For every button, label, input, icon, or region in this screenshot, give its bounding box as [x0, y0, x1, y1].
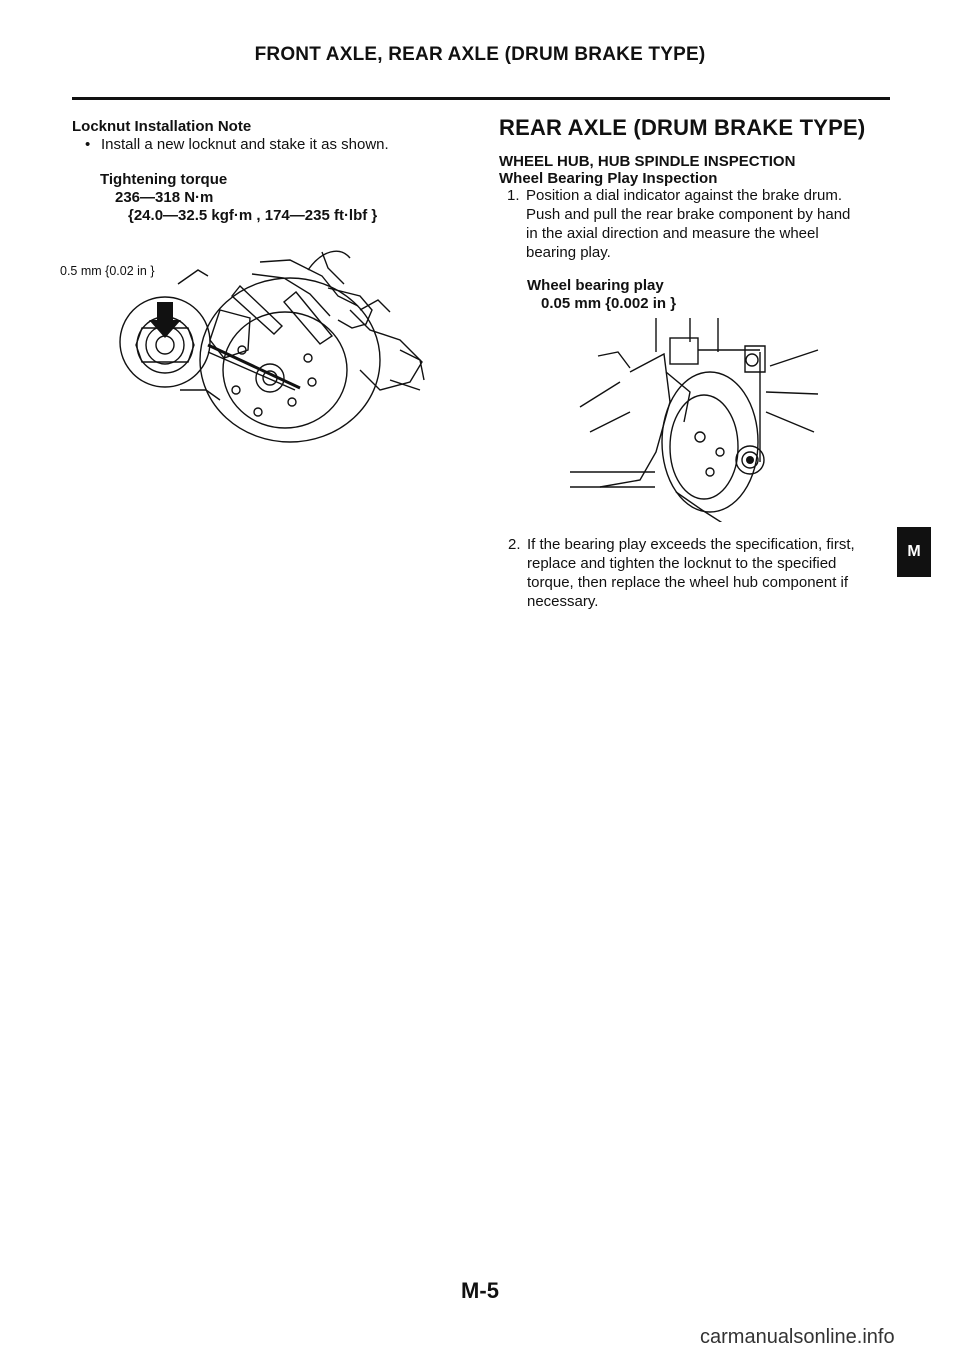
spec-value: 0.05 mm {0.002 in }: [541, 295, 677, 312]
torque-value-nm: 236—318 N·m: [115, 189, 214, 206]
step1-line-4: bearing play.: [526, 244, 611, 261]
step2-number: 2.: [508, 536, 521, 553]
step2-line-4: necessary.: [527, 593, 599, 610]
spec-label: Wheel bearing play: [527, 277, 664, 294]
section-tab: M: [897, 527, 931, 577]
subsubheading: Wheel Bearing Play Inspection: [499, 170, 718, 187]
bullet-text: Install a new locknut and stake it as shown.: [101, 136, 389, 153]
step2-line-1: If the bearing play exceeds the specification, first,: [527, 536, 855, 553]
stake-arrow-icon: [149, 302, 181, 338]
brake-drum-illustration: [60, 240, 440, 500]
step1-line-2: Push and pull the rear brake component by hand: [526, 206, 851, 223]
bullet-icon: •: [85, 136, 91, 153]
locknut-installation-heading: Locknut Installation Note: [72, 118, 252, 135]
step2-line-2: replace and tighten the locknut to the specified: [527, 555, 837, 572]
watermark: carmanualsonline.info: [700, 1326, 895, 1348]
step1-line-3: in the axial direction and measure the wheel: [526, 225, 819, 242]
figure-callout-label: 0.5 mm {0.02 in }: [60, 264, 155, 278]
step1-line-1: Position a dial indicator against the brake drum.: [526, 187, 843, 204]
dial-indicator-figure: [560, 312, 830, 522]
header-title: FRONT AXLE, REAR AXLE (DRUM BRAKE TYPE): [254, 44, 706, 65]
dial-indicator-illustration: [560, 312, 830, 522]
step2-line-3: torque, then replace the wheel hub component if: [527, 574, 849, 591]
torque-value-kgf: {24.0—32.5 kgf·m , 174—235 ft·lbf }: [128, 207, 378, 224]
step1-number: 1.: [507, 187, 520, 204]
locknut-staking-figure: [60, 240, 440, 500]
page-number: M-5: [461, 1278, 499, 1303]
section-title: REAR AXLE (DRUM BRAKE TYPE): [499, 115, 866, 140]
header-rule: [72, 97, 890, 100]
torque-label: Tightening torque: [100, 171, 228, 188]
subheading: WHEEL HUB, HUB SPINDLE INSPECTION: [499, 153, 796, 170]
